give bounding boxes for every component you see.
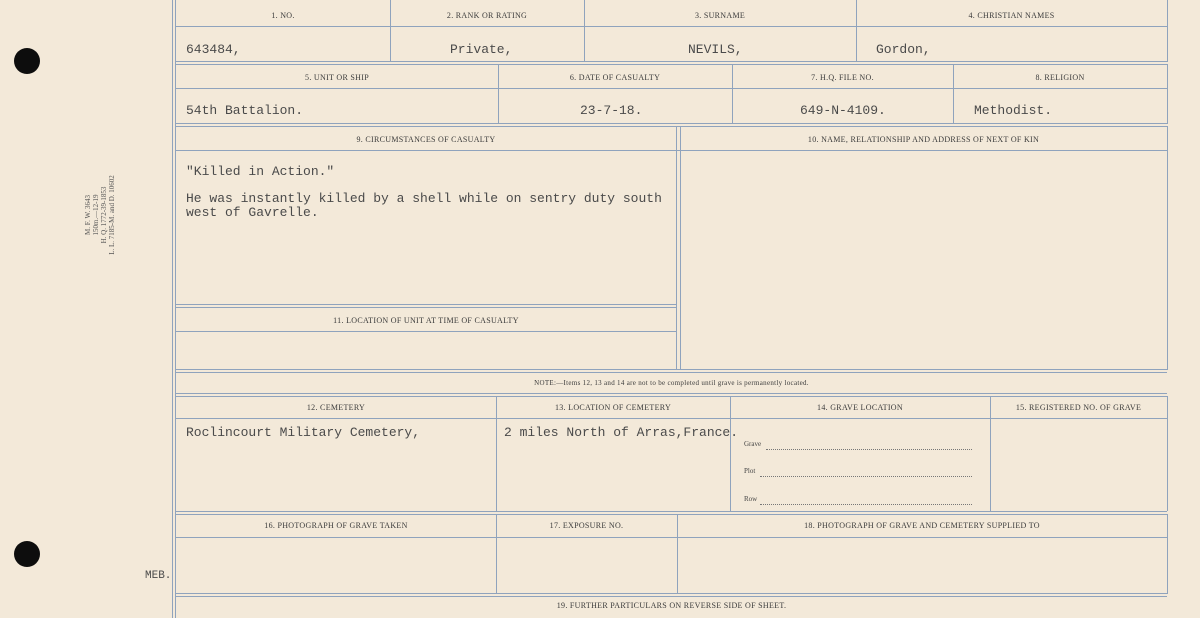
header-location-of-unit: 11. LOCATION OF UNIT AT TIME OF CASUALTY xyxy=(333,316,519,325)
row-line xyxy=(760,503,972,505)
header-unit: 5. UNIT OR SHIP xyxy=(305,73,369,82)
circumstance-line-2: He was instantly killed by a shell while on sentry duty south xyxy=(186,191,662,206)
plot-line xyxy=(760,475,972,477)
header-surname: 3. SURNAME xyxy=(694,11,746,20)
rule xyxy=(175,61,1167,65)
rule xyxy=(496,396,497,511)
header-cemetery: 12. CEMETERY xyxy=(306,403,366,412)
header-circumstances: 9. CIRCUMSTANCES OF CASUALTY xyxy=(356,135,496,144)
service-number: 643484, xyxy=(186,42,241,57)
rule xyxy=(175,537,1167,538)
punch-hole-top xyxy=(14,48,40,74)
rule xyxy=(990,396,991,511)
note: NOTE:—Items 12, 13 and 14 are not to be completed until grave is permanently located. xyxy=(534,379,809,387)
clerk-initials: MEB. xyxy=(145,570,172,582)
header-registered-no: 15. REGISTERED NO. OF GRAVE xyxy=(1015,403,1142,412)
rule xyxy=(1167,64,1168,124)
header-exposure-no: 17. EXPOSURE NO. xyxy=(549,521,624,530)
hq-file-no: 649-N-4109. xyxy=(800,103,886,118)
rule xyxy=(175,123,1167,127)
rule xyxy=(730,396,731,511)
cemetery-location: 2 miles North of Arras,France. xyxy=(504,425,739,440)
footer-note: 19. FURTHER PARTICULARS ON REVERSE SIDE OF SHEET. xyxy=(556,601,787,610)
rule xyxy=(175,369,1167,373)
grave-line xyxy=(766,448,972,450)
rule xyxy=(1167,126,1168,370)
header-date: 6. DATE OF CASUALTY xyxy=(569,73,661,82)
rule xyxy=(175,393,1167,397)
rule xyxy=(390,0,391,62)
rule xyxy=(175,88,1167,89)
rule xyxy=(856,0,857,62)
punch-hole-bottom xyxy=(14,541,40,567)
unit: 54th Battalion. xyxy=(186,103,304,118)
rule xyxy=(175,511,1167,515)
circumstance-line-3: west of Gavrelle. xyxy=(186,205,319,220)
header-grave-location: 14. GRAVE LOCATION xyxy=(817,403,903,412)
rule xyxy=(175,26,1167,27)
cemetery-name: Roclincourt Military Cemetery, xyxy=(186,425,421,440)
christian-names: Gordon, xyxy=(876,42,931,57)
header-no: 1. NO. xyxy=(271,11,295,20)
rule xyxy=(175,150,1167,151)
header-christian-names: 4. CHRISTIAN NAMES xyxy=(968,11,1055,20)
header-file-no: 7. H.Q. FILE NO. xyxy=(811,73,874,82)
surname: NEVILS, xyxy=(688,42,743,57)
grave-label: Grave xyxy=(744,440,762,448)
header-next-of-kin: 10. NAME, RELATIONSHIP AND ADDRESS OF NEXT OF KIN xyxy=(807,135,1040,144)
rule xyxy=(175,593,1167,597)
rule xyxy=(1167,0,1168,62)
form-print-info: M. F. W. 3643 150m.—12-19 H. Q. 1772-39-1853 L. L. 7185-M. and D. 10602 xyxy=(84,175,116,255)
rule xyxy=(680,126,681,370)
rule xyxy=(676,126,677,370)
header-location-of-cemetery: 13. LOCATION OF CEMETERY xyxy=(554,403,672,412)
rule xyxy=(175,331,676,332)
header-photograph-supplied-to: 18. PHOTOGRAPH OF GRAVE AND CEMETERY SUPPLIED TO xyxy=(804,521,1040,530)
margin-rule xyxy=(172,0,173,618)
header-religion: 8. RELIGION xyxy=(1035,73,1085,82)
circumstance-line-1: "Killed in Action." xyxy=(186,164,335,179)
rule xyxy=(175,418,1167,419)
rule xyxy=(1167,396,1168,511)
rank: Private, xyxy=(450,42,513,57)
rule xyxy=(584,0,585,62)
header-photograph-taken: 16. PHOTOGRAPH OF GRAVE TAKEN xyxy=(264,521,408,530)
date-of-casualty: 23-7-18. xyxy=(580,103,643,118)
rule xyxy=(175,304,676,308)
header-rank: 2. RANK OR RATING xyxy=(446,11,528,20)
plot-label: Plot xyxy=(744,467,756,475)
religion: Methodist. xyxy=(974,103,1053,118)
row-label: Row xyxy=(744,495,758,503)
rule xyxy=(1167,514,1168,594)
